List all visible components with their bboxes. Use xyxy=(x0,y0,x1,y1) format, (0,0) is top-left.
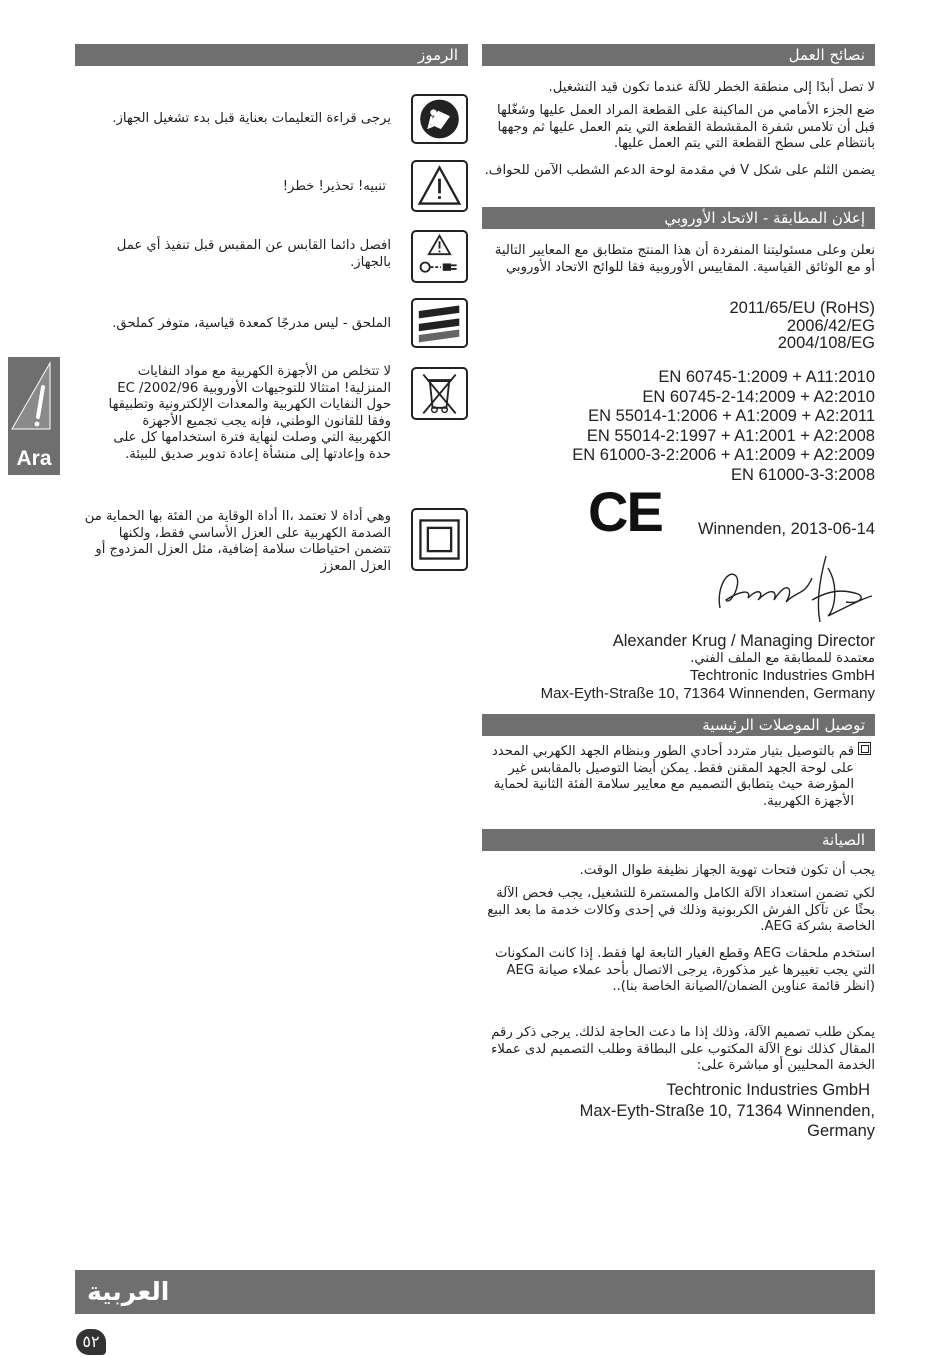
class-ii-double-square-icon xyxy=(411,508,468,571)
maintenance-para-3: استخدم ملحقات AEG وقطع الغيار التابعة لها فقط. إذا كانت المكونات التي يجب تغييرها غير مذكورة، يرجى الاتصال بأحد عملاء صيانة AEG (انظر قائمة عناوين الضمان/الصيانة الخاصة بنا).. xyxy=(495,946,875,994)
language-tab-label: Ara xyxy=(16,447,52,470)
maintenance-company: Techtronic Industries GmbH xyxy=(666,1081,870,1099)
symbol-text-class-ii: وهي أداة لا تعتمد ،II أداة الوقاية من الفئة بها الحماية من الصدمة الكهربية على العزل الأساسي فقط، ولكنها تتضمن احتياطات سلامة إضافية، مثل العزل المزدوج أو العزل المعزز xyxy=(84,509,391,574)
conformity-standards: EN 60745-1:2009 + A11:2010 EN 60745-2-14:2009 + A2:2010 EN 55014-1:2006 + A1:2009 + A2:2011 EN 55014-2:1997 + A1:2001 + A2:2008 EN 61000-3-2:2006 + A1:2009 + A2:2009 EN 61000-3-3:2008 xyxy=(572,368,875,484)
maintenance-para-4: يمكن طلب تصميم الآلة، وذلك إذا ما دعت الحاجة لذلك. يرجى ذكر رقم المقال كذلك نوع الآلة المكتوب على البطاقة وطلب التصميم لدى عملاء الخدمة المحليين أو مباشرة على: xyxy=(491,1025,875,1073)
conformity-address: Max-Eyth-Straße 10, 71364 Winnenden, Germany xyxy=(540,685,875,702)
maintenance-address: Max-Eyth-Straße 10, 71364 Winnenden, Germany xyxy=(579,1102,875,1140)
conformity-company: Techtronic Industries GmbH xyxy=(689,667,875,684)
accessory-blades-icon xyxy=(411,298,468,348)
authorized-note: معتمدة للمطابقة مع الملف الفني. xyxy=(690,651,875,666)
work-tips-para-3: يضمن الثلم على شكل V في مقدمة لوحة الدعم الشطب الآمن للحواف. xyxy=(484,163,875,178)
symbols-header: الرموز xyxy=(75,44,468,66)
conformity-directives: 2011/65/EU (RoHS) 2006/42/EG 2004/108/EG xyxy=(729,299,875,352)
conformity-header: إعلان المطابقة - الاتحاد الأوروبي xyxy=(482,207,875,229)
read-manual-icon xyxy=(411,94,468,144)
language-side-tab xyxy=(8,357,60,475)
symbol-text-warning: تنبيه! تحذير! خطر! xyxy=(282,179,386,194)
class-ii-small-icon xyxy=(858,742,871,755)
signer-name: Alexander Krug / Managing Director xyxy=(612,632,875,650)
conformity-intro: نعلن وعلى مسئوليتنا المنفردة أن هذا المنتج متطابق مع المعايير التالية أو مع الوثائق القياسية. المقاييس الأوروبية فقا للوائح الاتحاد الأوروبي xyxy=(494,243,875,275)
mains-text: قم بالتوصيل بتيار متردد أحادي الطور وبنظام الجهد الكهربي المحدد على لوحة الجهد المقنن فقط. يمكن أيضا التوصيل بالمقابس غير المؤرضة حيث يتطابق التصميم مع معايير سلامة الفئة الثانية لحماية الأجهزة الكهربية. xyxy=(491,744,854,809)
work-tips-header: نصائح العمل xyxy=(482,44,875,66)
symbol-text-unplug: افصل دائما القابس عن المقبس قبل تنفيذ أي عمل بالجهاز. xyxy=(116,238,391,270)
weee-crossed-bin-icon xyxy=(411,367,468,420)
mains-header: توصيل الموصلات الرئيسية xyxy=(482,714,875,736)
footer-language-bar: العربية xyxy=(75,1270,875,1314)
symbol-text-weee: لا تتخلص من الأجهزة الكهربية مع مواد النفايات المنزلية! امتثالا للتوجيهات الأوروبية 2002/96/ EC حول النفايات الكهربية والمعدات الإلكترونية وتطبيقها وفقا للقانون الوطني، فإنه يجب تجميع الأجهزة الكهربية التي وصلت لنهاية فترة استخدامها كل على حدة وإعادتها إلى منشأة إعادة تدوير صديق للبيئة. xyxy=(108,364,391,462)
ce-mark: CE xyxy=(588,480,662,543)
page-number: ٥٢ xyxy=(76,1329,106,1355)
symbol-text-accessory: الملحق - ليس مدرجًا كمعدة قياسية، متوفر كملحق. xyxy=(112,316,391,331)
warning-triangle-icon xyxy=(411,160,468,212)
work-tips-para-2: ضع الجزء الأمامي من الماكينة على القطعة المراد العمل عليها وشغّلها قبل أن تلامس شفرة المقشطة القطعة التي يتم العمل عليها ثم وجهها بانتظام على سطح القطعة التي يتم العمل عليها. xyxy=(496,103,875,151)
work-tips-para-1: لا تصل أبدًا إلى منطقة الخطر للآلة عندما تكون قيد التشغيل. xyxy=(548,80,875,95)
signature xyxy=(708,548,878,628)
maintenance-header: الصيانة xyxy=(482,829,875,851)
symbol-text-read-manual: يرجى قراءة التعليمات بعناية قبل بدء تشغيل الجهاز. xyxy=(112,111,391,126)
unplug-warning-icon xyxy=(411,230,468,283)
maintenance-para-2: لكي تضمن استعداد الآلة الكامل والمستمرة للتشغيل، يجب فحص الآلة بحثًا عن تآكل الفرش الكربونية وذلك في إحدى وكالات خدمة ما بعد البيع الخاصة بشركة AEG. xyxy=(487,886,875,934)
place-date: Winnenden, 2013-06-14 xyxy=(697,520,875,538)
maintenance-para-1: يجب أن تكون فتحات تهوية الجهاز نظيفة طوال الوقت. xyxy=(579,863,875,878)
